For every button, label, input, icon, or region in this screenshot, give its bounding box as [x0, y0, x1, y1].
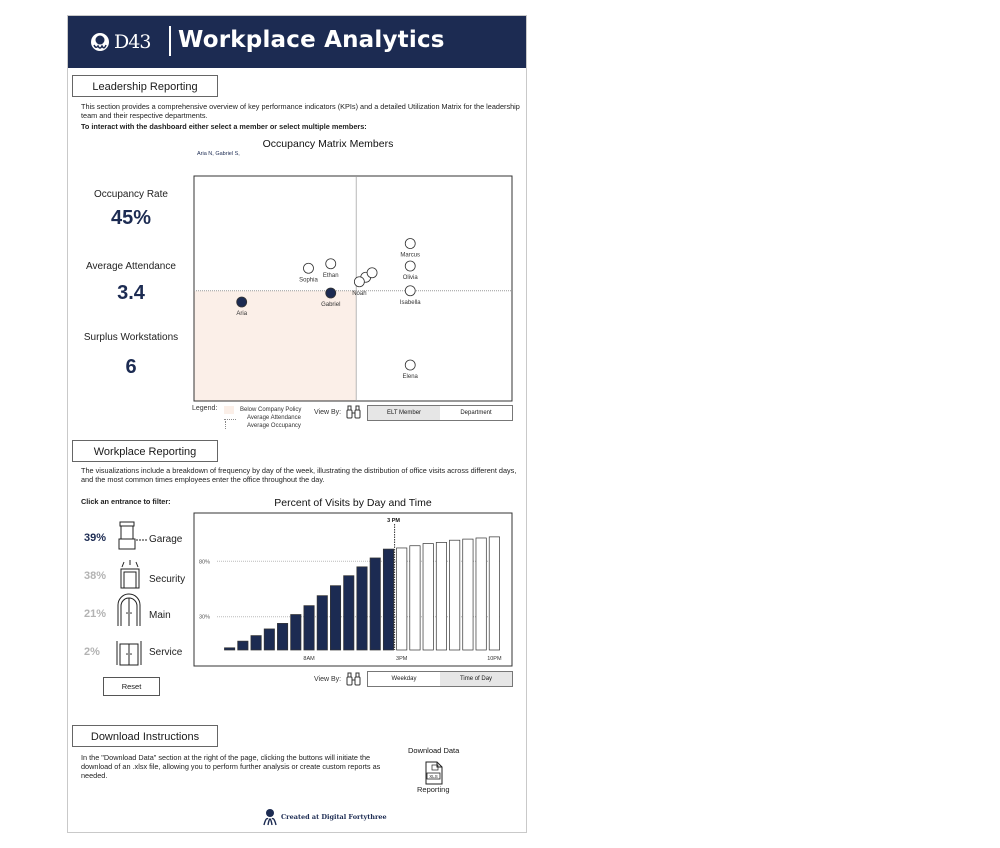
member-point-elena[interactable] — [405, 360, 415, 370]
reference-label-1: 30% — [199, 614, 211, 621]
kpi-label-surplus-workstations: Surplus Workstations — [83, 332, 179, 343]
company-logo — [90, 30, 150, 54]
workplace-description: The visualizations include a breakdown of frequency by day of the week, illustrating the distribution of office visits across different days, and the most common times employees enter the office throughout the day. — [81, 466, 517, 484]
kpi-value-occupancy-rate: 45% — [110, 207, 152, 229]
header-bar — [68, 16, 526, 68]
time-marker-label: 3 PM — [387, 518, 401, 524]
x-tick-8am: 8AM — [303, 656, 315, 662]
x-tick-10pm: 10PM — [487, 656, 502, 662]
occupancy-matrix-chart[interactable] — [193, 175, 513, 402]
bar-13[interactable] — [397, 548, 407, 650]
reference-label-0: 80% — [199, 559, 211, 566]
selected-members[interactable]: Aria N, Gabriel S, — [197, 151, 240, 157]
garage-door-icon — [118, 520, 148, 550]
legend-line-occupancy — [225, 421, 226, 429]
visits-bar-chart[interactable] — [193, 512, 513, 667]
member-point-unlabeled-5[interactable] — [367, 268, 377, 278]
occupancy-matrix-title: Occupancy Matrix Members — [262, 138, 394, 150]
bar-16[interactable] — [436, 542, 446, 650]
bar-10[interactable] — [357, 567, 367, 650]
bar-17[interactable] — [450, 540, 460, 650]
service-door-icon — [116, 640, 142, 666]
kpi-label-occupancy-rate: Occupancy Rate — [94, 189, 168, 200]
bar-14[interactable] — [410, 546, 420, 650]
entrance-service-label: Service — [149, 647, 183, 658]
leadership-description: This section provides a comprehensive overview of key performance indicators (KPIs) and a detailed Utilization Matrix for the leadership team and their respective departments. — [81, 102, 520, 120]
member-label-ethan: Ethan — [322, 272, 339, 279]
bar-6[interactable] — [304, 606, 314, 650]
leadership-reporting-button[interactable]: Leadership Reporting — [72, 75, 218, 97]
kpi-value-average-attendance: 3.4 — [117, 282, 145, 304]
member-label-isabella: Isabella — [399, 299, 421, 306]
download-description: In the "Download Data" section at the right of the page, clicking the buttons will initiate the download of an .xlsx file, allowing you to perform further analysis or create custom reports as needed. — [81, 753, 381, 780]
entrance-service-pct: 2% — [84, 646, 100, 658]
entrance-main-pct: 21% — [84, 608, 107, 620]
kpi-value-surplus-workstations: 6 — [125, 356, 137, 378]
member-label-gabriel: Gabriel — [321, 302, 341, 308]
download-instructions-button[interactable]: Download Instructions — [72, 725, 218, 747]
logo-text: D43 — [114, 31, 151, 53]
entrance-filter-label: Click an entrance to filter: — [81, 497, 171, 506]
toggle-department[interactable]: Department — [460, 410, 492, 416]
bar-7[interactable] — [317, 596, 327, 650]
legend-line-attendance — [224, 419, 236, 420]
legend-item-attendance: Average Attendance — [247, 415, 301, 421]
visits-view-toggle — [367, 671, 513, 687]
footer-credit: Created at Digital Fortythree — [281, 813, 387, 821]
legend-item-occupancy: Average Occupancy — [247, 423, 301, 429]
member-label-aria: Aria — [236, 311, 248, 317]
bar-11[interactable] — [370, 558, 380, 650]
member-label-olivia: Olivia — [402, 275, 418, 281]
bar-20[interactable] — [489, 537, 499, 650]
bar-0[interactable] — [224, 648, 234, 650]
member-point-aria[interactable] — [237, 297, 247, 307]
security-gate-icon — [118, 559, 142, 589]
member-point-sophia[interactable] — [303, 263, 313, 273]
entrance-main-label: Main — [149, 610, 171, 621]
bar-3[interactable] — [264, 629, 274, 650]
bar-12[interactable] — [383, 549, 393, 650]
reset-button[interactable]: Reset — [103, 677, 160, 696]
binoculars-icon — [346, 672, 361, 686]
page-title: Workplace Analytics — [178, 27, 445, 53]
visits-chart-title: Percent of Visits by Day and Time — [274, 497, 432, 509]
legend-title: Legend: — [192, 405, 218, 412]
leadership-instruction: To interact with the dashboard either select a member or select multiple members: — [81, 122, 367, 131]
octopus-logo-icon — [90, 32, 110, 52]
legend-swatch-below-policy — [224, 406, 234, 414]
bar-4[interactable] — [277, 623, 287, 650]
legend-item-below-policy: Below Company Policy — [240, 407, 302, 413]
member-label-elena: Elena — [402, 374, 418, 380]
header-divider — [169, 26, 171, 56]
bar-1[interactable] — [238, 641, 248, 650]
bar-2[interactable] — [251, 636, 261, 650]
workplace-reporting-button[interactable]: Workplace Reporting — [72, 440, 218, 462]
member-point-gabriel[interactable] — [326, 288, 336, 298]
entrance-garage-pct: 39% — [84, 532, 107, 544]
bar-5[interactable] — [291, 615, 301, 650]
toggle-elt-member[interactable]: ELT Member — [368, 406, 440, 420]
download-reporting-label[interactable]: Reporting — [417, 785, 450, 794]
member-point-marcus[interactable] — [405, 239, 415, 249]
entrance-garage-label: Garage — [149, 534, 183, 545]
kpi-label-average-attendance: Average Attendance — [86, 261, 176, 272]
bar-8[interactable] — [330, 586, 340, 650]
entrance-security-label: Security — [149, 574, 186, 585]
download-data-title: Download Data — [408, 746, 460, 755]
member-label-sophia: Sophia — [299, 277, 318, 284]
dashboard-page — [67, 15, 527, 833]
member-label-noah: Noah — [352, 290, 367, 297]
bar-9[interactable] — [344, 576, 354, 650]
binoculars-icon — [346, 405, 361, 419]
x-tick-3pm: 3PM — [396, 656, 408, 662]
member-point-olivia[interactable] — [405, 261, 415, 271]
bar-18[interactable] — [463, 539, 473, 650]
bar-15[interactable] — [423, 544, 433, 650]
matrix-view-by-label: View By: — [314, 409, 342, 416]
member-label-marcus: Marcus — [400, 252, 421, 259]
matrix-view-toggle — [367, 405, 513, 421]
member-point-noah[interactable] — [354, 277, 364, 287]
xls-badge-text: XLS — [429, 774, 438, 779]
double-door-icon — [116, 593, 142, 627]
member-point-isabella[interactable] — [405, 286, 415, 296]
toggle-time-of-day[interactable]: Time of Day — [440, 672, 512, 686]
toggle-weekday[interactable]: Weekday — [391, 676, 417, 682]
entrance-security-pct: 38% — [84, 570, 107, 582]
octopus-footer-icon — [262, 808, 278, 826]
xls-file-icon — [424, 761, 444, 785]
bar-19[interactable] — [476, 538, 486, 650]
visits-view-by-label: View By: — [314, 676, 342, 683]
member-point-ethan[interactable] — [326, 259, 336, 269]
